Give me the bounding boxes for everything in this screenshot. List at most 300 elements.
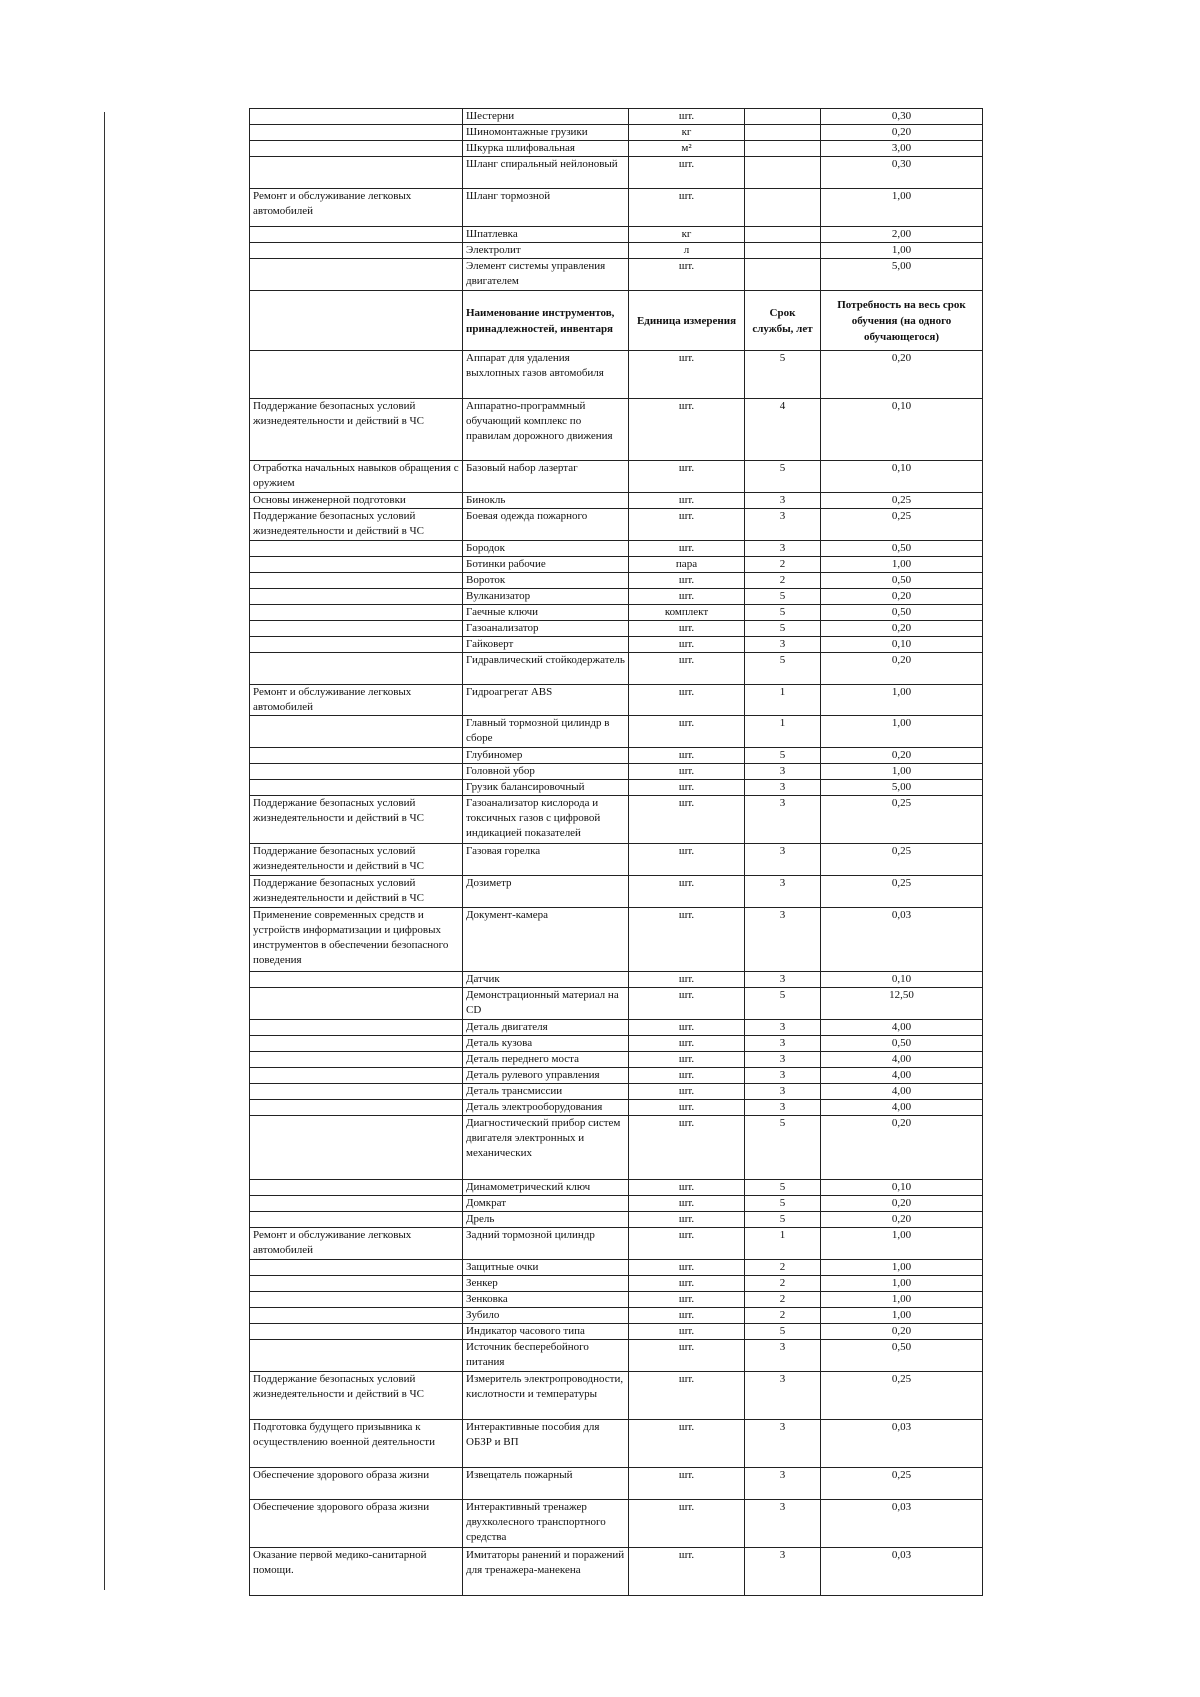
cell-life: 3: [745, 493, 821, 509]
cell-qty: 1,00: [821, 557, 983, 573]
table-row: [250, 541, 983, 557]
table-row: [250, 589, 983, 605]
cell-area: [250, 227, 463, 243]
cell-unit: шт.: [629, 1036, 745, 1052]
cell-name: Шиномонтажные грузики: [463, 125, 629, 141]
cell-unit: шт.: [629, 844, 745, 876]
table-row: [250, 1100, 983, 1116]
cell-unit: шт.: [629, 653, 745, 685]
cell-life: [745, 243, 821, 259]
cell-area: [250, 605, 463, 621]
cell-name: Базовый набор лазертаг: [463, 461, 629, 493]
cell-unit: шт.: [629, 1052, 745, 1068]
table-row: [250, 1068, 983, 1084]
cell-area: Поддержание безопасных условий жизнедеятельности и действий в ЧС: [250, 796, 463, 844]
cell-name: Динамометрический ключ: [463, 1180, 629, 1196]
cell-unit: шт.: [629, 1500, 745, 1548]
cell-area: [250, 141, 463, 157]
table-row: [250, 1196, 983, 1212]
table-row: [250, 653, 983, 685]
cell-name: Деталь переднего моста: [463, 1052, 629, 1068]
cell-name: Деталь рулевого управления: [463, 1068, 629, 1084]
table-row: [250, 1084, 983, 1100]
margin-line: [104, 112, 105, 1590]
cell-life: 2: [745, 1260, 821, 1276]
table-row: [250, 141, 983, 157]
cell-name: Аппарат для удаления выхлопных газов автомобиля: [463, 351, 629, 399]
cell-name: Извещатель пожарный: [463, 1468, 629, 1500]
cell-qty: 5,00: [821, 259, 983, 291]
cell-area: [250, 109, 463, 125]
cell-name: Шестерни: [463, 109, 629, 125]
cell-unit: шт.: [629, 1180, 745, 1196]
cell-life: 3: [745, 1052, 821, 1068]
cell-unit: шт.: [629, 1020, 745, 1036]
header-life: Срок службы, лет: [745, 291, 821, 351]
table-row: [250, 1308, 983, 1324]
table-row: [250, 1260, 983, 1276]
table-row: [250, 716, 983, 748]
cell-name: Аппаратно-программный обучающий комплекс по правилам дорожного движения: [463, 399, 629, 461]
table-row: [250, 764, 983, 780]
cell-qty: 0,10: [821, 972, 983, 988]
table-row: [250, 748, 983, 764]
cell-name: Задний тормозной цилиндр: [463, 1228, 629, 1260]
cell-life: 3: [745, 1100, 821, 1116]
cell-life: 3: [745, 509, 821, 541]
cell-name: Деталь трансмиссии: [463, 1084, 629, 1100]
cell-unit: шт.: [629, 493, 745, 509]
cell-life: 1: [745, 1228, 821, 1260]
cell-qty: 0,25: [821, 796, 983, 844]
table-row: [250, 1372, 983, 1420]
cell-life: 5: [745, 1324, 821, 1340]
header-name: Наименование инструментов, принадлежностей, инвентаря: [463, 291, 629, 351]
cell-area: Применение современных средств и устройств информатизации и цифровых инструментов в обеспечении безопасного поведения: [250, 908, 463, 972]
cell-life: 5: [745, 589, 821, 605]
cell-unit: шт.: [629, 1548, 745, 1596]
cell-qty: 0,25: [821, 876, 983, 908]
cell-unit: л: [629, 243, 745, 259]
cell-area: [250, 557, 463, 573]
cell-qty: 1,00: [821, 685, 983, 716]
table-row: [250, 227, 983, 243]
cell-unit: шт.: [629, 573, 745, 589]
cell-qty: 1,00: [821, 1228, 983, 1260]
cell-life: 5: [745, 1212, 821, 1228]
cell-life: 1: [745, 685, 821, 716]
cell-unit: шт.: [629, 1084, 745, 1100]
cell-unit: шт.: [629, 716, 745, 748]
cell-name: Бородок: [463, 541, 629, 557]
cell-life: 2: [745, 557, 821, 573]
cell-name: Шкурка шлифовальная: [463, 141, 629, 157]
cell-unit: шт.: [629, 1276, 745, 1292]
cell-name: Демонстрационный материал на CD: [463, 988, 629, 1020]
cell-name: Датчик: [463, 972, 629, 988]
cell-qty: 1,00: [821, 189, 983, 227]
cell-life: 3: [745, 1500, 821, 1548]
cell-name: Грузик балансировочный: [463, 780, 629, 796]
table-row: [250, 1276, 983, 1292]
cell-life: 3: [745, 637, 821, 653]
cell-life: 5: [745, 748, 821, 764]
cell-unit: шт.: [629, 1292, 745, 1308]
cell-name: Гайковерт: [463, 637, 629, 653]
table-row: [250, 243, 983, 259]
cell-name: Элемент системы управления двигателем: [463, 259, 629, 291]
cell-unit: шт.: [629, 1308, 745, 1324]
cell-area: [250, 1212, 463, 1228]
cell-name: Боевая одежда пожарного: [463, 509, 629, 541]
cell-unit: шт.: [629, 109, 745, 125]
cell-unit: шт.: [629, 764, 745, 780]
cell-area: [250, 1276, 463, 1292]
cell-life: 1: [745, 716, 821, 748]
cell-life: 3: [745, 972, 821, 988]
table-row: [250, 1468, 983, 1500]
cell-area: Ремонт и обслуживание легковых автомобилей: [250, 685, 463, 716]
cell-life: 5: [745, 621, 821, 637]
cell-area: [250, 1068, 463, 1084]
cell-life: [745, 125, 821, 141]
cell-life: 3: [745, 780, 821, 796]
cell-unit: шт.: [629, 1324, 745, 1340]
cell-unit: шт.: [629, 988, 745, 1020]
cell-area: Обеспечение здорового образа жизни: [250, 1500, 463, 1548]
cell-unit: пара: [629, 557, 745, 573]
cell-unit: шт.: [629, 637, 745, 653]
cell-life: 3: [745, 1340, 821, 1372]
cell-area: Поддержание безопасных условий жизнедеятельности и действий в ЧС: [250, 399, 463, 461]
cell-unit: шт.: [629, 1340, 745, 1372]
cell-area: [250, 259, 463, 291]
cell-name: Документ-камера: [463, 908, 629, 972]
cell-qty: 1,00: [821, 1292, 983, 1308]
cell-unit: шт.: [629, 509, 745, 541]
cell-area: Ремонт и обслуживание легковых автомобилей: [250, 1228, 463, 1260]
table-row: [250, 157, 983, 189]
cell-life: 2: [745, 573, 821, 589]
table-row: [250, 1500, 983, 1548]
cell-area: [250, 1116, 463, 1180]
cell-unit: комплект: [629, 605, 745, 621]
cell-area: [250, 764, 463, 780]
cell-area: [250, 1260, 463, 1276]
cell-area: [250, 589, 463, 605]
table-row: [250, 605, 983, 621]
cell-qty: 0,20: [821, 653, 983, 685]
cell-life: [745, 109, 821, 125]
cell-qty: 0,20: [821, 589, 983, 605]
cell-qty: 0,50: [821, 541, 983, 557]
cell-qty: 0,25: [821, 493, 983, 509]
cell-life: [745, 141, 821, 157]
table-row: [250, 1324, 983, 1340]
cell-qty: 3,00: [821, 141, 983, 157]
cell-life: 5: [745, 461, 821, 493]
table-row: [250, 557, 983, 573]
cell-life: [745, 227, 821, 243]
cell-unit: шт.: [629, 1116, 745, 1180]
cell-name: Глубиномер: [463, 748, 629, 764]
cell-life: 3: [745, 764, 821, 780]
cell-area: Подготовка будущего призывника к осуществлению военной деятельности: [250, 1420, 463, 1468]
cell-qty: 2,00: [821, 227, 983, 243]
cell-life: 3: [745, 1068, 821, 1084]
table-row: [250, 685, 983, 716]
cell-life: 5: [745, 988, 821, 1020]
cell-unit: шт.: [629, 1228, 745, 1260]
cell-life: 3: [745, 1420, 821, 1468]
cell-qty: 0,25: [821, 1372, 983, 1420]
cell-qty: 0,20: [821, 1212, 983, 1228]
cell-qty: 0,30: [821, 109, 983, 125]
table-row: [250, 1548, 983, 1596]
cell-area: [250, 972, 463, 988]
table-row: [250, 109, 983, 125]
table-row: [250, 1180, 983, 1196]
cell-unit: шт.: [629, 908, 745, 972]
cell-unit: кг: [629, 125, 745, 141]
cell-life: 3: [745, 1020, 821, 1036]
cell-area: Оказание первой медико-санитарной помощи.: [250, 1548, 463, 1596]
cell-unit: шт.: [629, 461, 745, 493]
table-row: [250, 796, 983, 844]
cell-qty: 0,25: [821, 844, 983, 876]
cell-name: Защитные очки: [463, 1260, 629, 1276]
cell-unit: кг: [629, 227, 745, 243]
cell-qty: 0,10: [821, 637, 983, 653]
cell-area: [250, 1100, 463, 1116]
cell-qty: 0,50: [821, 1036, 983, 1052]
table-row: [250, 509, 983, 541]
cell-area: [250, 748, 463, 764]
table-row: [250, 259, 983, 291]
cell-area: [250, 1340, 463, 1372]
cell-area: [250, 653, 463, 685]
cell-qty: 0,50: [821, 573, 983, 589]
cell-name: Гаечные ключи: [463, 605, 629, 621]
cell-unit: шт.: [629, 189, 745, 227]
cell-life: 3: [745, 844, 821, 876]
cell-qty: 0,10: [821, 461, 983, 493]
cell-unit: шт.: [629, 972, 745, 988]
cell-area: [250, 1084, 463, 1100]
cell-unit: шт.: [629, 1068, 745, 1084]
cell-name: Головной убор: [463, 764, 629, 780]
cell-qty: 12,50: [821, 988, 983, 1020]
table-row: [250, 461, 983, 493]
table-header-row: [250, 291, 983, 351]
cell-life: [745, 259, 821, 291]
cell-qty: 1,00: [821, 1260, 983, 1276]
cell-qty: 0,20: [821, 125, 983, 141]
cell-qty: 0,25: [821, 1468, 983, 1500]
cell-area: Отработка начальных навыков обращения с оружием: [250, 461, 463, 493]
cell-area: [250, 637, 463, 653]
cell-name: Деталь кузова: [463, 1036, 629, 1052]
cell-unit: шт.: [629, 1196, 745, 1212]
cell-area: Ремонт и обслуживание легковых автомобилей: [250, 189, 463, 227]
cell-qty: 0,10: [821, 1180, 983, 1196]
cell-name: Источник бесперебойного питания: [463, 1340, 629, 1372]
cell-unit: шт.: [629, 157, 745, 189]
cell-area: [250, 716, 463, 748]
table-row: [250, 1212, 983, 1228]
table-row: [250, 493, 983, 509]
cell-area: [250, 1036, 463, 1052]
cell-unit: шт.: [629, 685, 745, 716]
cell-unit: шт.: [629, 748, 745, 764]
cell-life: 3: [745, 1468, 821, 1500]
cell-unit: шт.: [629, 399, 745, 461]
table-row: [250, 1340, 983, 1372]
cell-qty: 0,20: [821, 1116, 983, 1180]
cell-area: Обеспечение здорового образа жизни: [250, 1468, 463, 1500]
table-row: [250, 780, 983, 796]
cell-area: [250, 1020, 463, 1036]
cell-qty: 1,00: [821, 243, 983, 259]
cell-qty: 0,25: [821, 509, 983, 541]
table-row: [250, 189, 983, 227]
cell-qty: 0,03: [821, 1500, 983, 1548]
cell-name: Дрель: [463, 1212, 629, 1228]
cell-qty: 0,20: [821, 351, 983, 399]
equipment-table: [249, 108, 983, 1596]
table-row: [250, 125, 983, 141]
cell-unit: шт.: [629, 259, 745, 291]
cell-area: Основы инженерной подготовки: [250, 493, 463, 509]
cell-area: [250, 125, 463, 141]
cell-area: [250, 1052, 463, 1068]
cell-qty: 0,10: [821, 399, 983, 461]
cell-name: Вороток: [463, 573, 629, 589]
table-row: [250, 621, 983, 637]
table-row: [250, 1116, 983, 1180]
cell-unit: шт.: [629, 1260, 745, 1276]
cell-name: Измеритель электропроводности, кислотности и температуры: [463, 1372, 629, 1420]
table-row: [250, 1036, 983, 1052]
cell-unit: шт.: [629, 876, 745, 908]
cell-qty: 0,50: [821, 605, 983, 621]
cell-name: Шланг тормозной: [463, 189, 629, 227]
cell-qty: 0,03: [821, 908, 983, 972]
table-row: [250, 1052, 983, 1068]
cell-qty: 0,20: [821, 1324, 983, 1340]
cell-life: 2: [745, 1292, 821, 1308]
cell-qty: 1,00: [821, 716, 983, 748]
cell-name: Интерактивные пособия для ОБЗР и ВП: [463, 1420, 629, 1468]
cell-name: Зенкер: [463, 1276, 629, 1292]
cell-qty: 4,00: [821, 1052, 983, 1068]
cell-qty: 1,00: [821, 1308, 983, 1324]
cell-unit: м²: [629, 141, 745, 157]
cell-name: Деталь двигателя: [463, 1020, 629, 1036]
cell-name: Домкрат: [463, 1196, 629, 1212]
cell-name: Гидравлический стойкодержатель: [463, 653, 629, 685]
cell-area: [250, 1292, 463, 1308]
cell-life: 3: [745, 1084, 821, 1100]
cell-life: 3: [745, 1372, 821, 1420]
table-row: [250, 908, 983, 972]
table-row: [250, 1228, 983, 1260]
cell-area: [250, 541, 463, 557]
cell-name: Шланг спиральный нейлоновый: [463, 157, 629, 189]
cell-life: 3: [745, 908, 821, 972]
cell-life: 2: [745, 1276, 821, 1292]
cell-qty: 0,20: [821, 621, 983, 637]
cell-area: [250, 621, 463, 637]
header-unit: Единица измерения: [629, 291, 745, 351]
table-row: [250, 351, 983, 399]
cell-name: Зубило: [463, 1308, 629, 1324]
cell-name: Дозиметр: [463, 876, 629, 908]
cell-unit: шт.: [629, 1212, 745, 1228]
cell-area: [250, 1196, 463, 1212]
table-row: [250, 988, 983, 1020]
cell-area: [250, 157, 463, 189]
cell-life: [745, 157, 821, 189]
cell-name: Деталь электрооборудования: [463, 1100, 629, 1116]
cell-qty: 0,30: [821, 157, 983, 189]
cell-life: 5: [745, 1116, 821, 1180]
cell-area: [250, 780, 463, 796]
cell-area: [250, 1324, 463, 1340]
cell-area: Поддержание безопасных условий жизнедеятельности и действий в ЧС: [250, 509, 463, 541]
cell-name: Газоанализатор: [463, 621, 629, 637]
cell-life: 3: [745, 541, 821, 557]
cell-qty: 4,00: [821, 1084, 983, 1100]
table-row: [250, 876, 983, 908]
cell-unit: шт.: [629, 1420, 745, 1468]
table-row: [250, 1292, 983, 1308]
cell-life: 5: [745, 605, 821, 621]
cell-life: 4: [745, 399, 821, 461]
cell-qty: 0,20: [821, 1196, 983, 1212]
cell-qty: 4,00: [821, 1068, 983, 1084]
cell-name: Шпатлевка: [463, 227, 629, 243]
cell-unit: шт.: [629, 621, 745, 637]
cell-unit: шт.: [629, 351, 745, 399]
cell-area: Поддержание безопасных условий жизнедеятельности и действий в ЧС: [250, 876, 463, 908]
cell-qty: 1,00: [821, 1276, 983, 1292]
cell-name: Диагностический прибор систем двигателя электронных и механических: [463, 1116, 629, 1180]
cell-life: [745, 189, 821, 227]
cell-area: Поддержание безопасных условий жизнедеятельности и действий в ЧС: [250, 1372, 463, 1420]
cell-area: [250, 243, 463, 259]
cell-qty: 5,00: [821, 780, 983, 796]
cell-unit: шт.: [629, 1100, 745, 1116]
cell-area: [250, 988, 463, 1020]
cell-life: 3: [745, 796, 821, 844]
cell-name: Газовая горелка: [463, 844, 629, 876]
cell-name: Вулканизатор: [463, 589, 629, 605]
cell-area: [250, 351, 463, 399]
table-row: [250, 573, 983, 589]
cell-life: 5: [745, 351, 821, 399]
cell-unit: шт.: [629, 1468, 745, 1500]
cell-unit: шт.: [629, 589, 745, 605]
cell-qty: 4,00: [821, 1100, 983, 1116]
cell-unit: шт.: [629, 796, 745, 844]
cell-qty: 0,03: [821, 1420, 983, 1468]
table-row: [250, 844, 983, 876]
cell-name: Электролит: [463, 243, 629, 259]
cell-qty: 1,00: [821, 764, 983, 780]
cell-area: [250, 573, 463, 589]
cell-name: Гидроагрегат ABS: [463, 685, 629, 716]
